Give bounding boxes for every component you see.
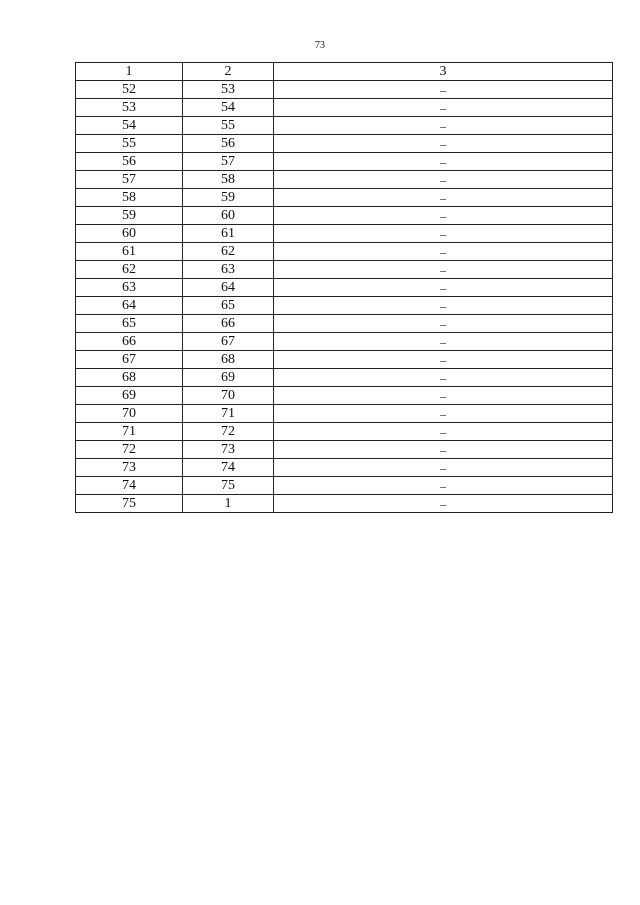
table-row: [76, 225, 613, 243]
table-cell-col-1: 72: [76, 441, 183, 459]
table-cell-col-2: 1: [183, 495, 274, 513]
table-row: [76, 279, 613, 297]
table-row: [76, 243, 613, 261]
table-row: [76, 135, 613, 153]
table-row: [76, 99, 613, 117]
table-cell-col-3: –: [274, 243, 613, 261]
table-cell-col-3: –: [274, 153, 613, 171]
table-cell-col-2: 60: [183, 207, 274, 225]
table-cell-col-1: 59: [76, 207, 183, 225]
table-cell-col-2: 65: [183, 297, 274, 315]
table-cell-col-3: –: [274, 423, 613, 441]
table-cell-col-1: 53: [76, 99, 183, 117]
table-body: [76, 81, 613, 513]
table-cell-col-3: –: [274, 495, 613, 513]
table-header: [76, 63, 613, 81]
table-cell-col-2: 73: [183, 441, 274, 459]
table-row: [76, 261, 613, 279]
table-cell-col-2: 71: [183, 405, 274, 423]
table-row: [76, 477, 613, 495]
table-row: [76, 333, 613, 351]
table-cell-col-2: 74: [183, 459, 274, 477]
table-cell-col-3: –: [274, 441, 613, 459]
column-header-1: 1: [76, 63, 183, 81]
table-cell-col-3: –: [274, 81, 613, 99]
table-row: [76, 405, 613, 423]
table-row: [76, 315, 613, 333]
table-cell-col-3: –: [274, 387, 613, 405]
table-cell-col-2: 62: [183, 243, 274, 261]
table-row: [76, 495, 613, 513]
table-row: [76, 387, 613, 405]
table-cell-col-1: 75: [76, 495, 183, 513]
table-cell-col-2: 56: [183, 135, 274, 153]
table-row: [76, 171, 613, 189]
table-cell-col-2: 53: [183, 81, 274, 99]
table-cell-col-3: –: [274, 351, 613, 369]
table-cell-col-1: 57: [76, 171, 183, 189]
table-cell-col-2: 63: [183, 261, 274, 279]
header-row: [76, 63, 613, 81]
table-cell-col-1: 58: [76, 189, 183, 207]
table-cell-col-1: 74: [76, 477, 183, 495]
table-row: [76, 351, 613, 369]
table-cell-col-2: 70: [183, 387, 274, 405]
table-row: [76, 441, 613, 459]
table-row: [76, 207, 613, 225]
table-row: [76, 81, 613, 99]
table-cell-col-3: –: [274, 261, 613, 279]
table-cell-col-2: 68: [183, 351, 274, 369]
table-cell-col-2: 59: [183, 189, 274, 207]
table-cell-col-1: 64: [76, 297, 183, 315]
table-cell-col-3: –: [274, 135, 613, 153]
table-row: [76, 459, 613, 477]
table-cell-col-1: 70: [76, 405, 183, 423]
table-cell-col-2: 54: [183, 99, 274, 117]
table-cell-col-3: –: [274, 333, 613, 351]
table-cell-col-1: 61: [76, 243, 183, 261]
table-row: [76, 117, 613, 135]
table-cell-col-2: 67: [183, 333, 274, 351]
table-cell-col-1: 68: [76, 369, 183, 387]
table-cell-col-1: 73: [76, 459, 183, 477]
table-cell-col-1: 54: [76, 117, 183, 135]
table-row: [76, 423, 613, 441]
table-cell-col-3: –: [274, 225, 613, 243]
table-cell-col-1: 65: [76, 315, 183, 333]
column-header-2: 2: [183, 63, 274, 81]
table-cell-col-1: 52: [76, 81, 183, 99]
table-cell-col-1: 55: [76, 135, 183, 153]
table-cell-col-3: –: [274, 459, 613, 477]
table-cell-col-3: –: [274, 279, 613, 297]
table-row: [76, 153, 613, 171]
table-row: [76, 189, 613, 207]
table-cell-col-3: –: [274, 99, 613, 117]
table-cell-col-1: 60: [76, 225, 183, 243]
table-cell-col-2: 64: [183, 279, 274, 297]
table-cell-col-2: 69: [183, 369, 274, 387]
table-cell-col-2: 66: [183, 315, 274, 333]
data-table: [75, 62, 613, 513]
table-cell-col-3: –: [274, 477, 613, 495]
table-cell-col-2: 58: [183, 171, 274, 189]
table-cell-col-3: –: [274, 297, 613, 315]
page-number: 73: [315, 40, 325, 51]
table-cell-col-2: 55: [183, 117, 274, 135]
table-cell-col-3: –: [274, 405, 613, 423]
table-cell-col-1: 56: [76, 153, 183, 171]
table-cell-col-3: –: [274, 315, 613, 333]
table-cell-col-1: 67: [76, 351, 183, 369]
table-row: [76, 297, 613, 315]
table-cell-col-2: 75: [183, 477, 274, 495]
table-cell-col-1: 62: [76, 261, 183, 279]
table-row: [76, 369, 613, 387]
table-cell-col-3: –: [274, 117, 613, 135]
table-cell-col-2: 57: [183, 153, 274, 171]
table-cell-col-2: 72: [183, 423, 274, 441]
table-cell-col-3: –: [274, 171, 613, 189]
column-header-3: 3: [274, 63, 613, 81]
table-cell-col-3: –: [274, 189, 613, 207]
table-cell-col-3: –: [274, 207, 613, 225]
table-cell-col-1: 69: [76, 387, 183, 405]
table-cell-col-1: 71: [76, 423, 183, 441]
table-cell-col-1: 66: [76, 333, 183, 351]
table-cell-col-2: 61: [183, 225, 274, 243]
table-cell-col-1: 63: [76, 279, 183, 297]
table-cell-col-3: –: [274, 369, 613, 387]
